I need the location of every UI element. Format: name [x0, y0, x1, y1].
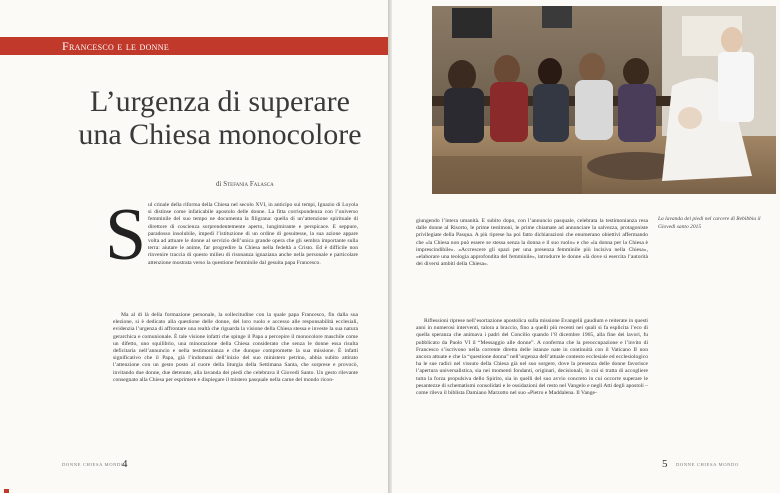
photo-caption: La lavanda dei piedi nel carcere di Rebibbia il Giovedì santo 2015 — [658, 216, 761, 230]
body-text-main — [416, 318, 648, 397]
drop-cap: S — [105, 194, 147, 276]
article-title — [60, 85, 380, 151]
folio-text: DONNE CHIESA MONDO — [62, 462, 125, 467]
paragraph: ul crinale della riforma della Chiesa nel secolo XVI, in anticipo sui tempi, Ignazio di Loyola si distinse come infaticabile apostolo delle donne. La fitta corrispondenza con l’universo femminile del suo tempo ne documenta la filigrana: quella di un’attenzione spirituale di direttore di coscienza sorprendentemente aperto, lungimirante e perspicace. E seppure, paradosso insolubile, impedì l’istituzione di un ordine di gesuitesse, la sua azione appare volta ad attuare le donne al servizio dell’unica grande opera che gli sembra importante sulla terra: aiutare le anime, far progredire la Chiesa nella fedeltà a Cristo. Ed è difficile non rinvenire traccia di questo milieu di risonanza ignaziana anche nella personale e particolare attenzione mostrata verso la questione femminile dal gesuita papa Francesco. — [148, 202, 358, 266]
page-number: 5 — [662, 458, 668, 470]
body-text-main — [113, 312, 358, 384]
left-page — [0, 0, 388, 493]
page-number: 4 — [122, 458, 128, 470]
folio-text: DONNE CHIESA MONDO — [676, 462, 739, 467]
title-line-2: una Chiesa monocolore — [78, 118, 362, 151]
paragraph: Riflessioni riprese nell’esortazione apostolica sulla missione Evangelii gaudium e reiterate in questi anni in numerosi interventi, talora a braccio, fino a quelli più recenti nei quali si fa esplicita l’eco di quella speranza che animava i padri del Concilio quando l’8 dicembre 1965, alla fine dei lavori, fu pubblicato da Paolo VI il “Messaggio alle donne”. A conferma che la preoccupazione e l’invito di Francesco s’iscrivono nella corrente diretta delle istanze nate in continuità con il Vaticano II non ancora attuate e che la “questione donna” nell’urgenza dell’attuale contesto ecclesiale ed ecclesiologico ha le sue radici nel vissuto della Chiesa già nel suo sorgere, dove la presenza delle donne favorisce l’apertura universalistica, sia nei momenti fondanti, originari, decisionali, in cui si tratta di accogliere tutta la forza propulsiva dello Spirito, sia in quelli del suo avvio concreto in cui occorre superare le pesantezze di schematismi consolidati e le ossidazioni del resto nel Vangelo e negli Atti degli apostoli – come rileva il biblista Damiano Marzotto nel suo «Pietro e Maddalena. Il Vange- — [416, 318, 648, 397]
right-page — [392, 0, 780, 493]
section-label: Francesco e le donne — [62, 39, 170, 53]
section-banner — [0, 37, 388, 55]
byline — [216, 180, 274, 188]
registration-mark — [4, 489, 9, 493]
byline-prefix: di — [216, 180, 222, 188]
body-text-continued — [416, 218, 648, 268]
article-photo — [432, 6, 776, 194]
byline-author: Stefania Falasca — [223, 180, 274, 188]
paragraph: Ma al di là della formazione personale, la sollecitudine con la quale papa Francesco, fin dalla sua elezione, si è dedicato alla questione delle donne, del loro ruolo e accesso alle responsabilità ecclesiali, evidenzia l’urgenza di affrontare una realtà che riguarda la visione della Chiesa stessa e investe la sua natura gerarchica e comunionale. È tale visione infatti che spinge il Papa a percepire il monocolore maschile come un difetto, uno squilibrio, una minorazione della Chiesa considerato che senza le donne essa risulta deficitaria nell’annuncio e nella testimonianza e che dunque compromette la sua missione. È infatti significativo che il Papa, già l’indomani dell’inizio del suo ministero petrino, abbia subito attirato l’attenzione con un gesto posto al cuore della liturgia della Settimana Santa, che sorprese e provocò, invitando due donne, due detenute, alla lavanda dei piedi che celebrava il Giovedì Santo. Un gesto rilevante consegnato alla Chiesa per esprimere e dispiegare il mistero pasquale nella carne del mondo ricon- — [113, 312, 358, 383]
body-text-intro — [148, 202, 358, 267]
title-line-1: L’urgenza di superare — [90, 85, 350, 118]
paragraph: giungendo l’intera umanità. E subito dopo, con l’annuncio pasquale, celebrata la testimonianza resa dalle donne al Risorto, le prime testimoni, le prime chiamate ad annunciare la salvezza, protagoniste privilegiate della Pasqua. A più riprese ha poi fatto dichiarazioni che enumerano obiettivi affermando che «la Chiesa non può essere se stessa senza la donna e il suo ruolo» e che «la donna per la Chiesa è imprescindibile». «Accrescere gli spazi per una presenza femminile più incisiva nella Chiesa», «elaborare una teologia approfondita del femminile», introdurre le donne «là dove si esercita l’autorità dei diversi ambiti della Chiesa». — [416, 218, 648, 268]
photo-illustration — [432, 6, 776, 194]
